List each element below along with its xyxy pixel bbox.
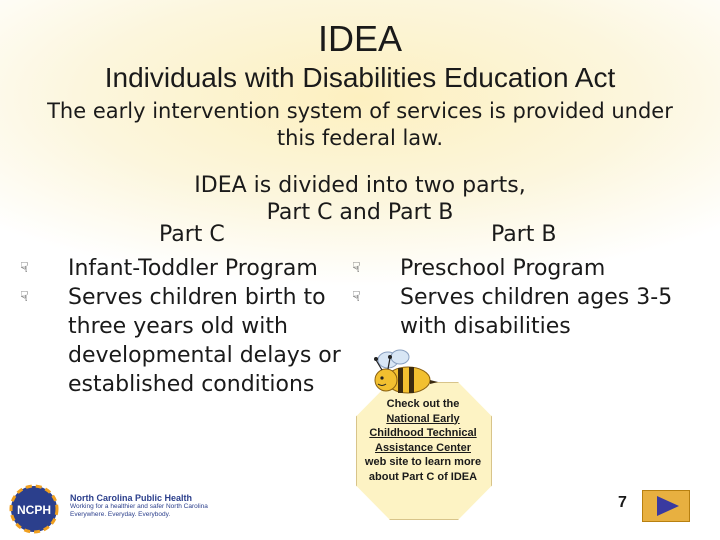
- list-item: [20, 283, 360, 399]
- divided-line-1: IDEA is divided into two parts,: [194, 173, 526, 198]
- org-name: North Carolina Public Health: [70, 493, 193, 503]
- org-block: [70, 493, 260, 519]
- list-item: [352, 283, 702, 341]
- part-c-heading: Part C: [159, 222, 225, 247]
- part-c-list: [20, 254, 360, 399]
- tagline-line-2: Everywhere. Everyday. Everybody.: [70, 511, 171, 518]
- hand-pointer-icon: ☟: [352, 260, 361, 276]
- part-b-list: [352, 254, 702, 341]
- part-c-item-1: Infant-Toddler Program: [68, 256, 318, 281]
- part-b-heading: Part B: [491, 222, 557, 247]
- list-item: [352, 254, 702, 283]
- slide-title: IDEA: [317, 18, 403, 59]
- nectac-link[interactable]: National Early Childhood Technical Assistance Center: [369, 412, 477, 454]
- divided-line-2: Part C and Part B: [266, 200, 454, 225]
- list-item: [20, 254, 360, 283]
- slide-subtitle: Individuals with Disabilities Education Act: [104, 62, 616, 93]
- divided-text: [100, 172, 620, 226]
- logo-text: NCPH: [16, 503, 52, 517]
- next-slide-button[interactable]: [642, 490, 690, 522]
- page-number: 7: [618, 494, 627, 511]
- part-b-item-1: Preschool Program: [400, 256, 606, 281]
- part-c-item-2: Serves children birth to three years old with developmental delays or established conditions: [68, 285, 341, 397]
- intro-text: The early intervention system of services is provided under this federal law.: [47, 99, 673, 150]
- callout-text: [358, 397, 488, 484]
- hand-pointer-icon: ☟: [352, 289, 361, 305]
- callout-line-2: web site to learn more about Part C of IDEA: [364, 456, 482, 483]
- ncph-logo: [4, 483, 64, 535]
- callout-line-1: Check out the: [386, 398, 460, 410]
- bee-icon: [368, 346, 440, 402]
- hand-pointer-icon: ☟: [20, 260, 29, 276]
- hand-pointer-icon: ☟: [20, 289, 29, 305]
- tagline-line-1: Working for a healthier and safer North Carolina: [70, 503, 208, 510]
- org-tagline: [70, 503, 260, 519]
- part-b-item-2: Serves children ages 3-5 with disabilities: [400, 285, 673, 339]
